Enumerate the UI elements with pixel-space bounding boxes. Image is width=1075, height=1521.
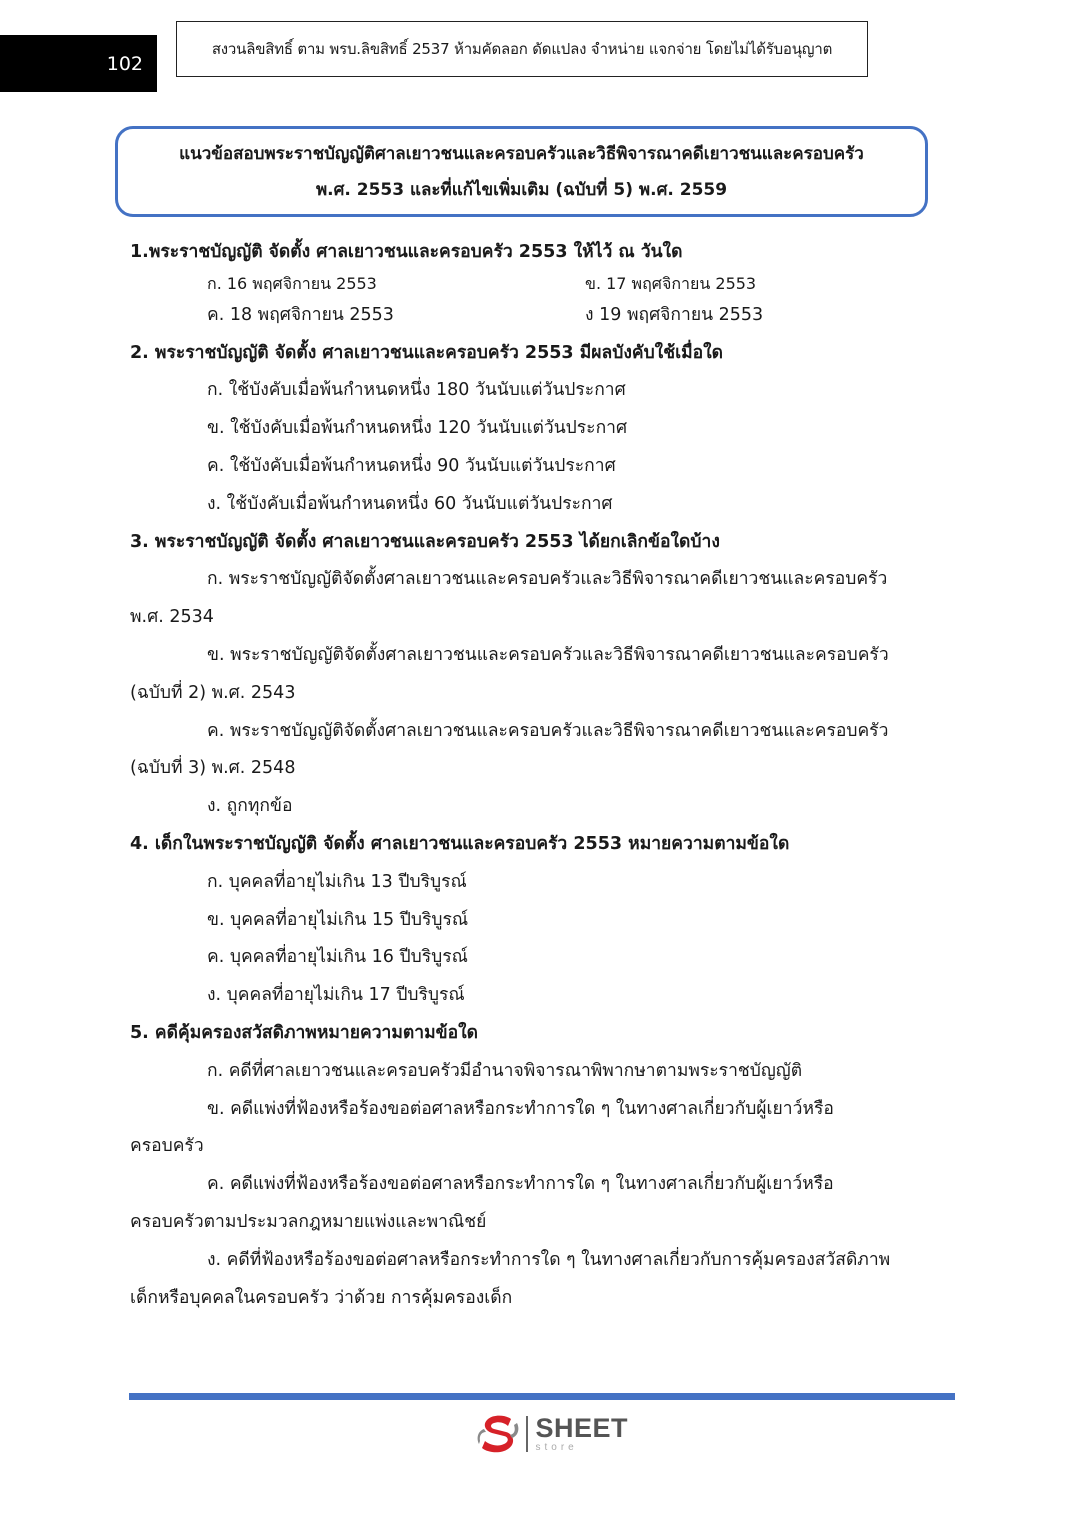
option: ค. พระราชบัญญัติจัดตั้งศาลเยาวชนและครอบครัวและวิธีพิจารณาคดีเยาวชนและครอบครัว — [207, 720, 889, 741]
page-number: 102 — [0, 35, 157, 92]
option: ง. คดีที่ฟ้องหรือร้องขอต่อศาลหรือกระทำการใด ๆ ในทางศาลเกี่ยวกับการคุ้มครองสวัสดิภาพ — [207, 1249, 891, 1270]
option: ก. พระราชบัญญัติจัดตั้งศาลเยาวชนและครอบครัวและวิธีพิจารณาคดีเยาวชนและครอบครัว — [207, 569, 888, 590]
option-continued: พ.ศ. 2534 — [130, 607, 214, 628]
option: ง. บุคคลที่อายุไม่เกิน 17 ปีบริบูรณ์ — [207, 985, 465, 1006]
copyright-notice: สงวนลิขสิทธิ์ ตาม พรบ.ลิขสิทธิ์ 2537 ห้ามคัดลอก ดัดแปลง จำหน่าย แจกจ่าย โดยไม่ได้รับอนุญาต — [176, 21, 868, 77]
title-line-2: พ.ศ. 2553 และที่แก้ไขเพิ่มเติม (ฉบับที่ 5) พ.ศ. 2559 — [315, 179, 728, 200]
footer-divider — [129, 1393, 955, 1400]
option-continued: (ฉบับที่ 3) พ.ศ. 2548 — [130, 758, 296, 779]
option: ง. ถูกทุกข้อ — [207, 796, 293, 817]
option-continued: ครอบครัว — [130, 1136, 204, 1157]
logo-divider — [526, 1416, 528, 1452]
sheet-store-logo — [476, 1410, 628, 1458]
option: ค. 18 พฤศจิกายน 2553 — [207, 304, 394, 325]
question-1: 1.พระราชบัญญัติ จัดตั้ง ศาลเยาวชนและครอบครัว 2553 ให้ไว้ ณ วันใด — [130, 242, 683, 262]
option-continued: ครอบครัวตามประมวลกฎหมายแพ่งและพาณิชย์ — [130, 1211, 487, 1232]
options-row — [130, 272, 920, 297]
option: ก. บุคคลที่อายุไม่เกิน 13 ปีบริบูรณ์ — [207, 871, 467, 892]
question-3: 3. พระราชบัญญัติ จัดตั้ง ศาลเยาวชนและครอบครัว 2553 ได้ยกเลิกข้อใดบ้าง — [130, 531, 720, 552]
option: ข. คดีแพ่งที่ฟ้องหรือร้องขอต่อศาลหรือกระทำการใด ๆ ในทางศาลเกี่ยวกับผู้เยาว์หรือ — [207, 1098, 834, 1119]
option: ค. บุคคลที่อายุไม่เกิน 16 ปีบริบูรณ์ — [207, 947, 468, 968]
title-line-1: แนวข้อสอบพระราชบัญญัติศาลเยาวชนและครอบครัวและวิธีพิจารณาคดีเยาวชนและครอบครัว — [179, 143, 864, 164]
option: ข. พระราชบัญญัติจัดตั้งศาลเยาวชนและครอบครัวและวิธีพิจารณาคดีเยาวชนและครอบครัว — [207, 644, 889, 665]
question-5: 5. คดีคุ้มครองสวัสดิภาพหมายความตามข้อใด — [130, 1022, 479, 1043]
question-2: 2. พระราชบัญญัติ จัดตั้ง ศาลเยาวชนและครอบครัว 2553 มีผลบังคับใช้เมื่อใด — [130, 342, 724, 363]
option: ง 19 พฤศจิกายน 2553 — [585, 304, 764, 325]
option: ค. คดีแพ่งที่ฟ้องหรือร้องขอต่อศาลหรือกระทำการใด ๆ ในทางศาลเกี่ยวกับผู้เยาว์หรือ — [207, 1174, 834, 1195]
option: ข. ใช้บังคับเมื่อพ้นกำหนดหนึ่ง 120 วันนับแต่วันประกาศ — [207, 418, 628, 439]
question-4: 4. เด็กในพระราชบัญญัติ จัดตั้ง ศาลเยาวชนและครอบครัว 2553 หมายความตามข้อใด — [130, 833, 790, 854]
option: ก. คดีที่ศาลเยาวชนและครอบครัวมีอำนาจพิจารณาพิพากษาตามพระราชบัญญัติ — [207, 1060, 803, 1081]
logo-subtitle: store — [535, 1442, 578, 1453]
s-logo-icon — [476, 1411, 522, 1457]
option-continued: (ฉบับที่ 2) พ.ศ. 2543 — [130, 682, 296, 703]
option: ง. ใช้บังคับเมื่อพ้นกำหนดหนึ่ง 60 วันนับแต่วันประกาศ — [207, 493, 613, 514]
document-title — [115, 126, 928, 217]
question-list — [130, 234, 920, 1317]
option: ก. ใช้บังคับเมื่อพ้นกำหนดหนึ่ง 180 วันนับแต่วันประกาศ — [207, 380, 626, 401]
option-continued: เด็กหรือบุคคลในครอบครัว ว่าด้วย การคุ้มครองเด็ก — [130, 1287, 513, 1308]
option: ก. 16 พฤศจิกายน 2553 — [207, 273, 377, 293]
option: ข. บุคคลที่อายุไม่เกิน 15 ปีบริบูรณ์ — [207, 909, 469, 930]
option: ค. ใช้บังคับเมื่อพ้นกำหนดหนึ่ง 90 วันนับแต่วันประกาศ — [207, 455, 616, 476]
option: ข. 17 พฤศจิกายน 2553 — [585, 273, 757, 293]
options-row — [130, 297, 920, 335]
logo-text — [536, 1415, 629, 1453]
logo-word: SHEET — [535, 1413, 629, 1443]
